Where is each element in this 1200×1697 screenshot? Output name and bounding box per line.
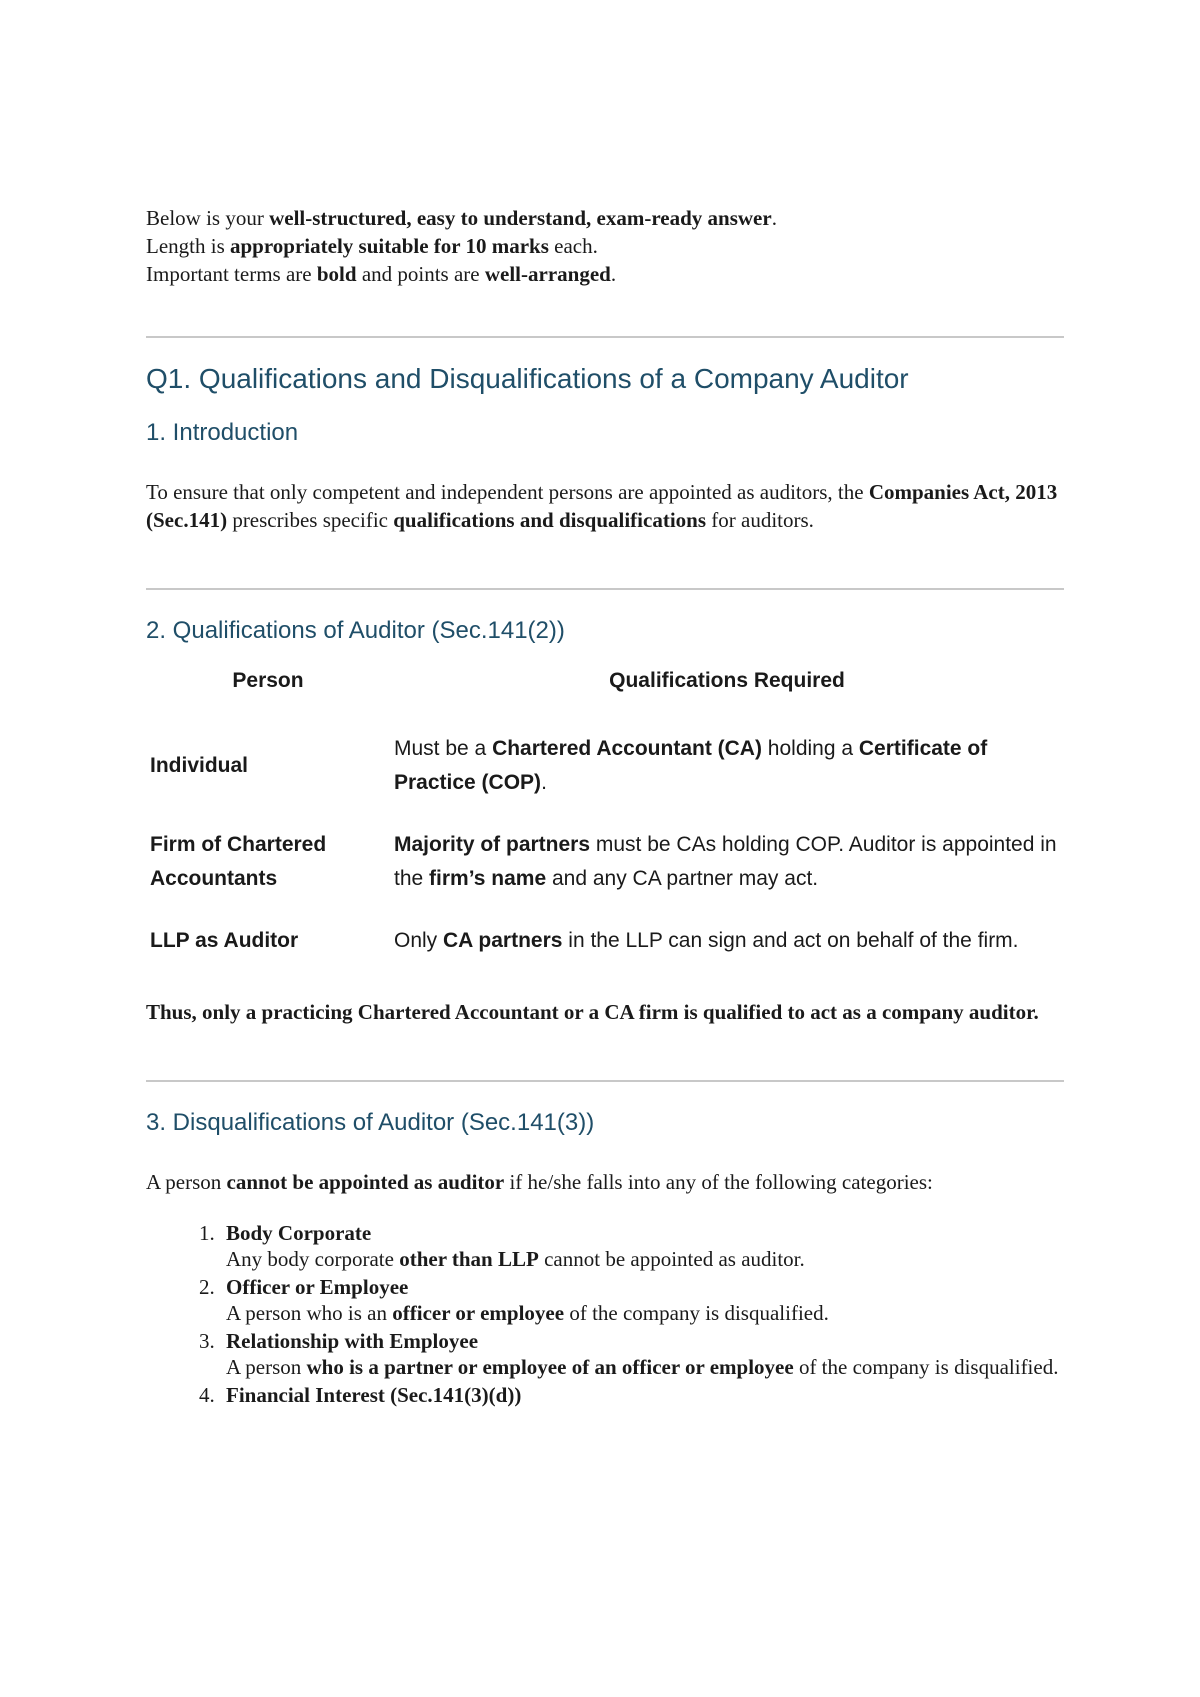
text: holding a <box>761 737 859 760</box>
text: . <box>541 771 547 794</box>
text: Length is <box>146 234 230 258</box>
text: for auditors. <box>706 508 814 532</box>
divider <box>146 336 1064 338</box>
bold-text: who is a partner or employee of an officer or employee <box>306 1355 794 1379</box>
bold-text: CA partners <box>443 929 563 952</box>
bold-text: cannot be appointed as auditor <box>226 1170 505 1194</box>
table-row <box>146 718 1064 814</box>
section-heading-introduction: 1. Introduction <box>146 419 299 446</box>
list-item-description <box>226 1246 1064 1272</box>
text: To ensure that only competent and independent persons are appointed as auditors, the <box>146 480 869 504</box>
text: Any body corporate <box>226 1247 400 1271</box>
text: Only <box>394 929 444 952</box>
table-row <box>146 814 1064 910</box>
table-row <box>146 910 1064 972</box>
intro-line-1 <box>146 204 1064 232</box>
disqualifications-list <box>146 1220 1064 1408</box>
bold-text: qualifications and disqualifications <box>393 508 707 532</box>
person-cell: Firm of Chartered Accountants <box>150 833 327 890</box>
divider <box>146 1080 1064 1082</box>
qualification-cell <box>390 910 1064 972</box>
text: must be CAs holding COP. Auditor is appointed in the <box>394 833 1057 890</box>
bold-text: firm’s name <box>429 867 547 890</box>
qualifications-conclusion: Thus, only a practicing Chartered Accountant or a CA firm is qualified to act as a company auditor. <box>146 1000 1039 1024</box>
list-item <box>220 1328 1064 1380</box>
table-header-row <box>146 664 1064 718</box>
bold-text: Chartered Accountant (CA) <box>492 737 762 760</box>
text: if he/she falls into any of the following categories: <box>504 1170 933 1194</box>
intro-block <box>146 204 1064 288</box>
qualifications-table <box>146 664 1064 972</box>
text: cannot be appointed as auditor. <box>538 1247 805 1271</box>
intro-line-2 <box>146 232 1064 260</box>
text: Important terms are <box>146 262 317 286</box>
bold-text: Majority of partners <box>394 833 591 856</box>
section-heading-qualifications: 2. Qualifications of Auditor (Sec.141(2)) <box>146 617 565 644</box>
list-item-title: 4. Financial Interest (Sec.141(3)(d)) <box>226 1383 522 1407</box>
text: and points are <box>356 262 485 286</box>
text: in the LLP can sign and act on behalf of the firm. <box>562 929 1019 952</box>
column-header-qualifications: Qualifications Required <box>609 669 845 692</box>
introduction-paragraph <box>146 478 1064 534</box>
list-item-title: 1. Body Corporate <box>226 1221 372 1245</box>
bold-text: other than LLP <box>399 1247 539 1271</box>
bold-text: officer or employee <box>392 1301 565 1325</box>
text: A person <box>226 1355 307 1379</box>
text: A person who is an <box>226 1301 393 1325</box>
person-cell: LLP as Auditor <box>150 929 299 952</box>
text: and any CA partner may act. <box>546 867 819 890</box>
text: A person <box>146 1170 227 1194</box>
list-item-description <box>226 1300 1064 1326</box>
list-item <box>220 1382 1064 1408</box>
qualification-cell <box>390 718 1064 814</box>
qualification-cell <box>390 814 1064 910</box>
intro-line-3 <box>146 260 1064 288</box>
column-header-person: Person <box>232 669 304 692</box>
text: of the company is disqualified. <box>793 1355 1059 1379</box>
text: Below is your <box>146 206 270 230</box>
page-title: Q1. Qualifications and Disqualifications of a Company Auditor <box>146 363 909 394</box>
bold-text: Certificate of Practice (COP) <box>394 737 988 794</box>
bold-text: appropriately suitable for 10 marks <box>230 234 549 258</box>
disqualifications-lead <box>146 1168 1064 1196</box>
text: of the company is disqualified. <box>564 1301 829 1325</box>
bold-text: bold <box>316 262 357 286</box>
text: Must be a <box>394 737 493 760</box>
document-page <box>146 204 1064 1410</box>
text: . <box>610 262 617 286</box>
text: each. <box>548 234 598 258</box>
list-item-description <box>226 1354 1064 1380</box>
person-cell: Individual <box>150 754 249 777</box>
bold-text: Companies Act, 2013 (Sec.141) <box>146 480 1058 532</box>
text: . <box>771 206 777 230</box>
section-heading-disqualifications: 3. Disqualifications of Auditor (Sec.141(3)) <box>146 1109 595 1136</box>
list-item <box>220 1220 1064 1272</box>
divider <box>146 588 1064 590</box>
list-item <box>220 1274 1064 1326</box>
bold-text: well-arranged <box>484 262 611 286</box>
bold-text: well-structured, easy to understand, exam-ready answer <box>269 206 772 230</box>
text: prescribes specific <box>227 508 394 532</box>
list-item-title: 2. Officer or Employee <box>226 1275 409 1299</box>
list-item-title: 3. Relationship with Employee <box>226 1329 479 1353</box>
